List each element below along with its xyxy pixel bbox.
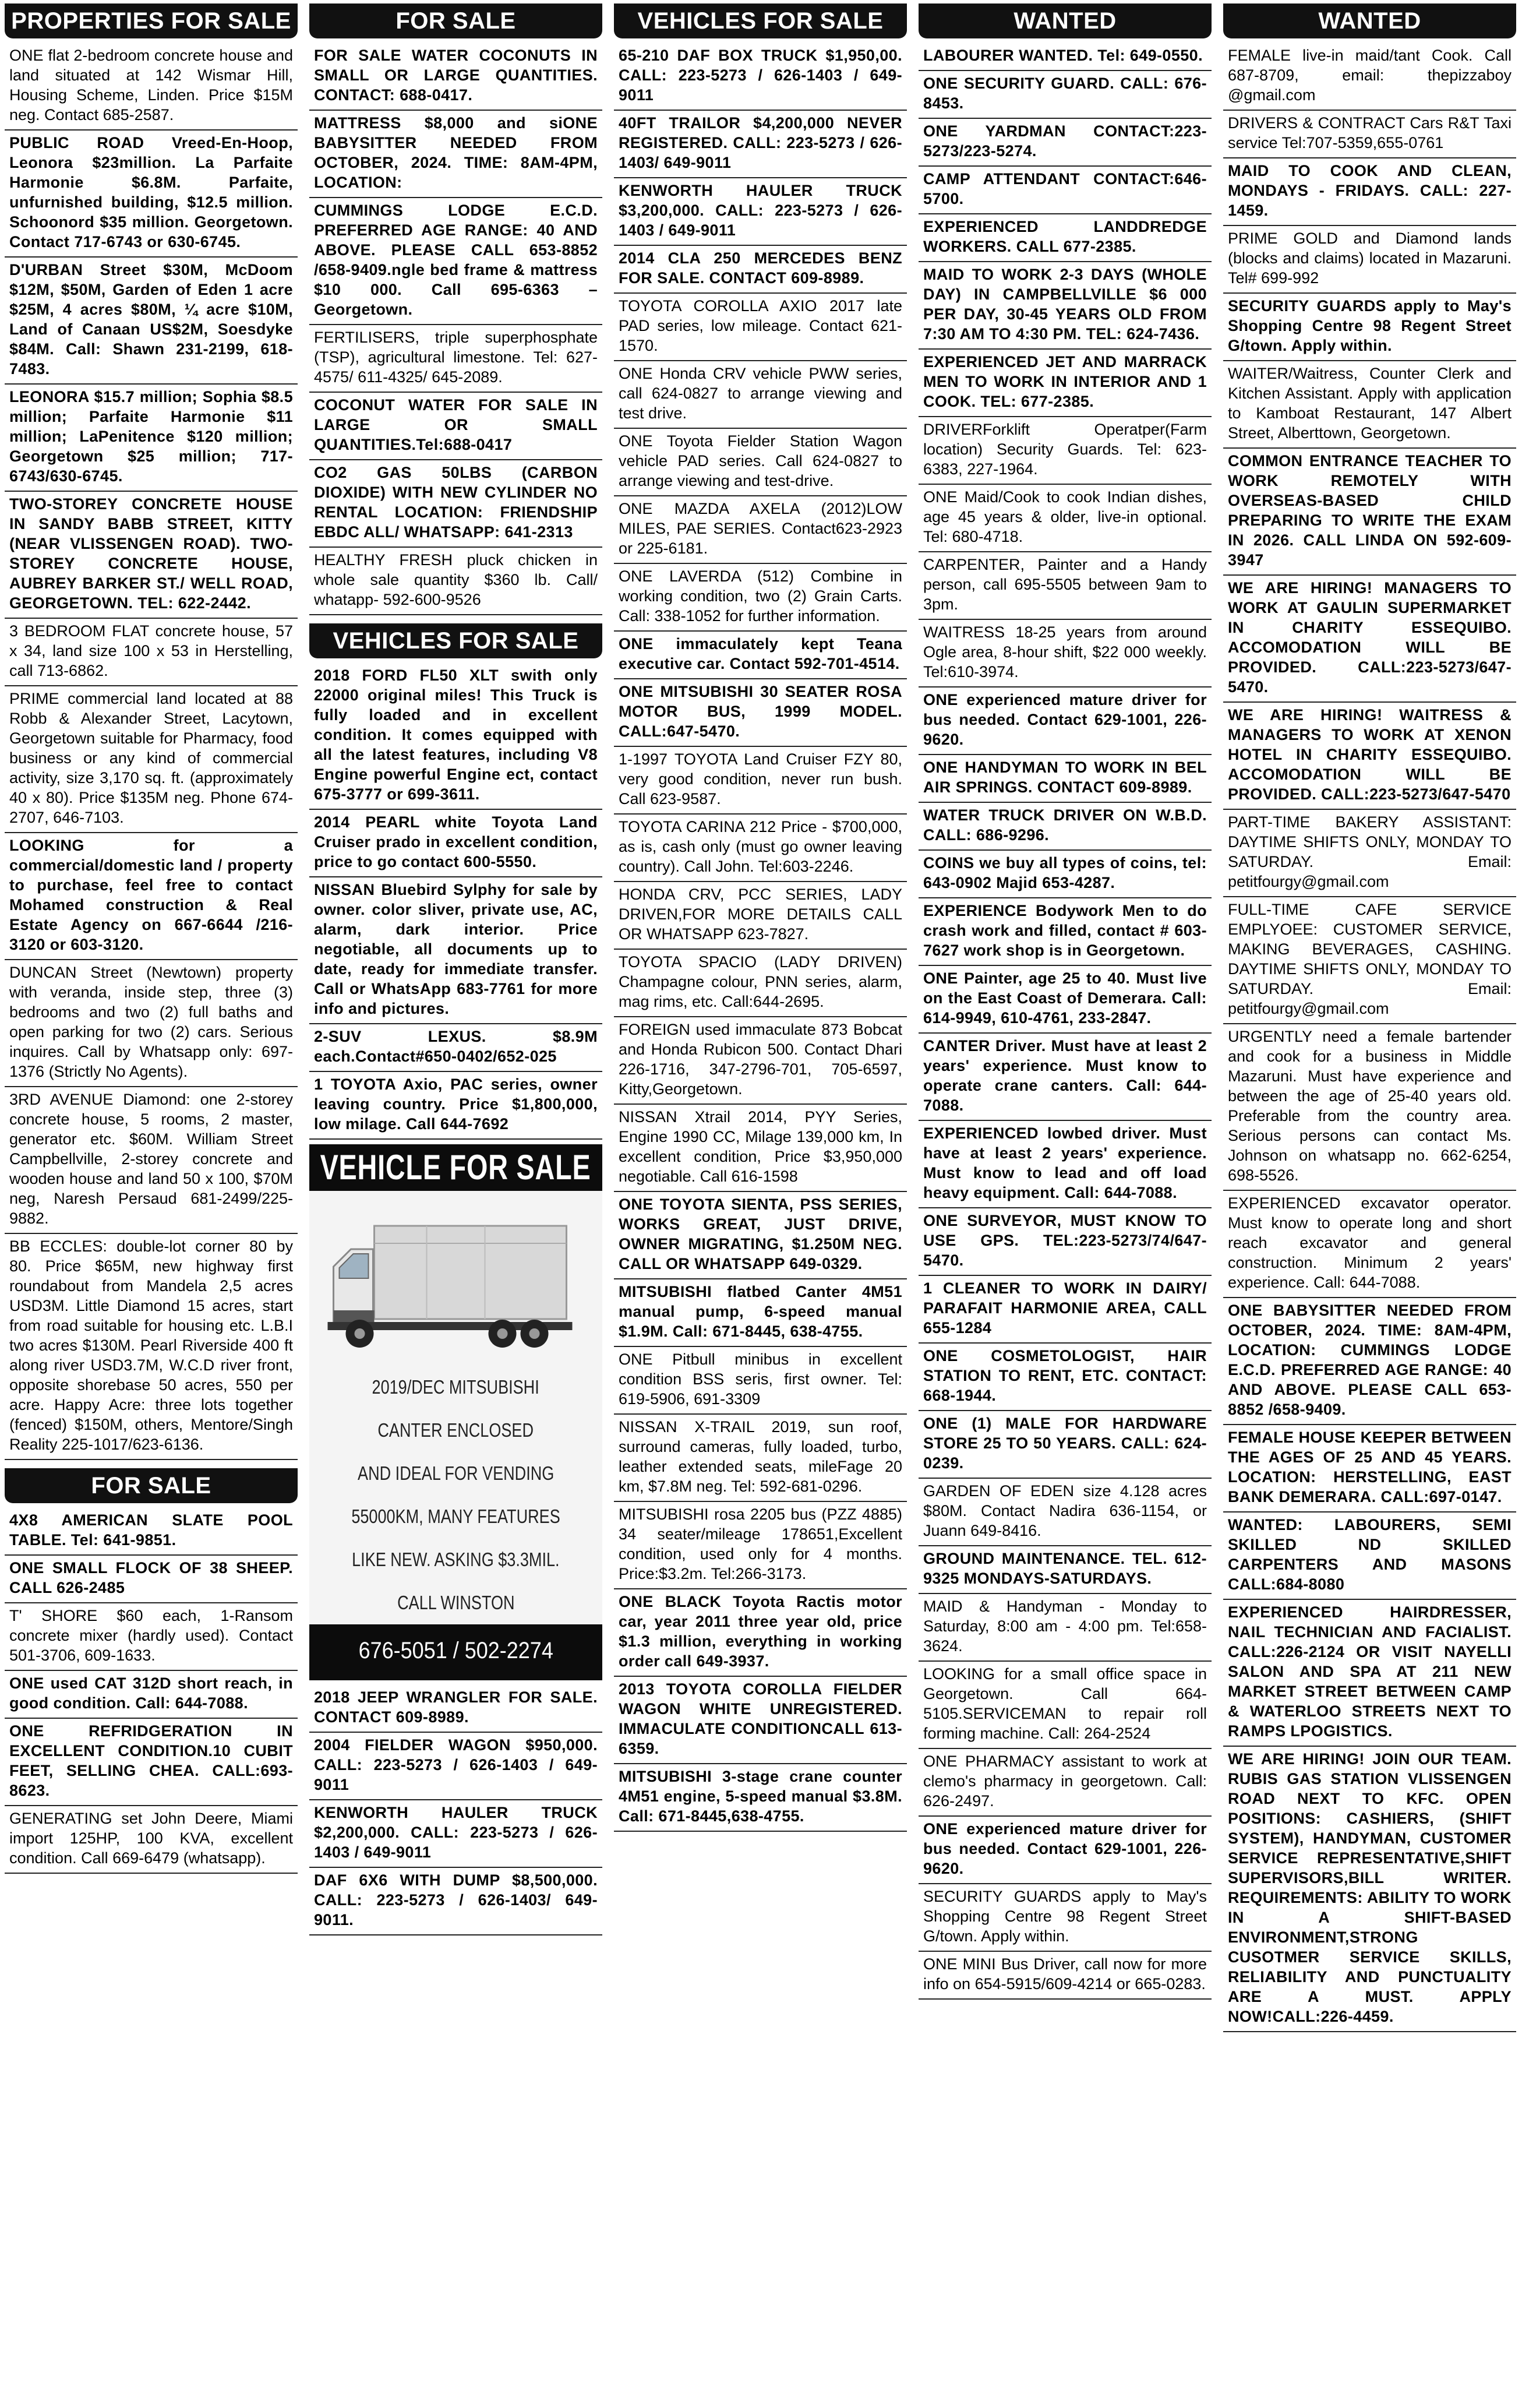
classified-ad: ONE SURVEYOR, MUST KNOW TO USE GPS. TEL:223-5273/74/647-5470. [919,1208,1212,1276]
section-header-properties-for-sale: PROPERTIES FOR SALE [5,3,298,38]
banner-phone: 676-5051 / 502-2274 [358,1638,553,1663]
banner-title: VEHICLE FOR SALE [320,1148,591,1187]
classifieds-page [5,3,1517,2405]
classified-ad: MATTRESS $8,000 and siONE BABYSITTER NEEDED FROM OCTOBER, 2024. TIME: 8AM-4PM, LOCATION: [309,111,602,198]
classified-ad: TOYOTA COROLLA AXIO 2017 late PAD series, low mileage. Contact 621-1570. [614,294,907,361]
classified-ad: BB ECCLES: double-lot corner 80 by 80. Price $65M, new highway first roundabout from Mandela 2,5 acres USD3M. Little Diamond 15 acres, start from road suitable for housing etc. L.B.I two acres $130M. Pearl Riverside 400 ft along river USD3.7M, W.C.D river front, opposite shorebase 50 acres, 550 per acre. Happy Acre: three lots together (fenced) $150M, others, Mentore/Singh Reality 225-1017/623-6136. [5,1234,298,1460]
classified-ad: CAMP ATTENDANT CONTACT:646-5700. [919,167,1212,214]
classified-ad: 2018 JEEP WRANGLER FOR SALE. CONTACT 609-8989. [309,1685,602,1733]
classified-ad: 1 TOYOTA Axio, PAC series, owner leaving country. Price $1,800,000, low milage. Call 644-7692 [309,1072,602,1140]
classified-ad: 3RD AVENUE Diamond: one 2-storey concrete house, 5 rooms, 2 master, generator etc. $60M. William Street Campbellville, 2-storey concrete and wooden house and land 50 x 100, $70M neg, Naresh Persaud 681-2499/225-9882. [5,1087,298,1234]
classified-ad: ONE BABYSITTER NEEDED FROM OCTOBER, 2024. TIME: 8AM-4PM, LOCATION: CUMMINGS LODGE E.C.D. PREFERRED AGE RANGE: 40 AND ABOVE. PLEASE CALL 653-8852 /658-9409. [1223,1298,1516,1425]
section-header-vehicles-for-sale: VEHICLES FOR SALE [614,3,907,38]
banner-line: AND IDEAL FOR VENDING [357,1462,555,1484]
classified-ad: ONE experienced mature driver for bus needed. Contact 629-1001, 226-9620. [919,688,1212,755]
classified-ad: EXPERIENCED JET AND MARRACK MEN TO WORK IN INTERIOR AND 1 COOK. TEL: 677-2385. [919,350,1212,417]
classified-ad: ONE BLACK Toyota Ractis motor car, year 2011 three year old, price $1.3 million, everything in working order call 649-3937. [614,1589,907,1677]
classified-ad: WAITRESS 18-25 years from around Ogle area, 8-hour shift, $22 000 weekly. Tel:610-3974. [919,620,1212,688]
classified-ad: DAF 6X6 WITH DUMP $8,500,000. CALL: 223-5273 / 626-1403/ 649-9011. [309,1868,602,1935]
classified-ad: EXPERIENCED lowbed driver. Must have at least 2 years' experience. Must know to lead and off load heavy equipment. Call: 644-7088. [919,1121,1212,1208]
classified-ad: HEALTHY FRESH pluck chicken in whole sale quantity $360 lb. Call/ whatapp- 592-600-9526 [309,548,602,615]
classified-ad: 2004 FIELDER WAGON $950,000. CALL: 223-5273 / 626-1403 / 649-9011 [309,1733,602,1800]
classified-ad: 1 CLEANER TO WORK IN DAIRY/ PARAFAIT HARMONIE AREA, CALL 655-1284 [919,1276,1212,1344]
classified-ad: TOYOTA SPACIO (LADY DRIVEN) Champagne colour, PNN series, alarm, mag rims, etc. Call:644-2695. [614,950,907,1017]
classified-ad: SECURITY GUARDS apply to May's Shopping Centre 98 Regent Street G/town. Apply within. [919,1884,1212,1952]
classified-ad: HONDA CRV, PCC SERIES, LADY DRIVEN,FOR MORE DETAILS CALL OR WHATSAPP 623-7827. [614,882,907,950]
classified-ad: WAITER/Waitress, Counter Clerk and Kitchen Assistant. Apply with application to Kamboat Restaurant, 147 Albert Street, Alberttown, Georgetown. [1223,361,1516,449]
classified-ad: COCONUT WATER FOR SALE IN LARGE OR SMALL QUANTITIES.Tel:688-0417 [309,393,602,460]
classified-ad: MAID & Handyman - Monday to Saturday, 8:00 am - 4:00 pm. Tel:658-3624. [919,1594,1212,1662]
banner-line: 2019/DEC MITSUBISHI [372,1376,540,1398]
classified-ad: MAID TO WORK 2-3 DAYS (WHOLE DAY) IN CAMPBELLVILLE $6 000 PER DAY, 30-45 YEARS OLD FROM 7:30 AM TO 4:30 PM. TEL: 624-7436. [919,262,1212,350]
classified-ad: ONE flat 2-bedroom concrete house and land situated at 142 Wismar Hill, Housing Scheme, Linden. Price $15M neg. Contact 685-2587. [5,43,298,131]
classified-ad: ONE YARDMAN CONTACT:223-5273/223-5274. [919,119,1212,167]
classified-ad: KENWORTH HAULER TRUCK $3,200,000. CALL: 223-5273 / 626-1403 / 649-9011 [614,178,907,246]
classified-ad: ONE Toyota Fielder Station Wagon vehicle PAD series. Call 624-0827 to arrange viewing and test-drive. [614,429,907,496]
classified-ad: KENWORTH HAULER TRUCK $2,200,000. CALL: 223-5273 / 626-1403 / 649-9011 [309,1800,602,1868]
classified-ad: ONE immaculately kept Teana executive car. Contact 592-701-4514. [614,632,907,679]
classified-ad: MITSUBISHI flatbed Canter 4M51 manual pump, 6-speed manual $1.9M. Call: 671-8445, 638-4755. [614,1279,907,1347]
classified-ad: 3 BEDROOM FLAT concrete house, 57 x 34, land size 100 x 53 in Herstelling, call 713-6862. [5,619,298,686]
classified-ad: CUMMINGS LODGE E.C.D. PREFERRED AGE RANGE: 40 AND ABOVE. PLEASE CALL 653-8852 /658-9409.ngle bed frame & mattress $10 000. Call 695-6363 – Georgetown. [309,198,602,325]
classified-ad: ONE SECURITY GUARD. CALL: 676-8453. [919,71,1212,119]
classified-ad: SECURITY GUARDS apply to May's Shopping Centre 98 Regent Street G/town. Apply within. [1223,294,1516,361]
classified-ad: 2014 PEARL white Toyota Land Cruiser prado in excellent condition, price to go contact 600-5550. [309,810,602,877]
classified-ad: 1-1997 TOYOTA Land Cruiser FZY 80, very good condition, never run bush. Call 623-9587. [614,747,907,815]
banner-panel [309,1191,602,1624]
classified-ad: COINS we buy all types of coins, tel: 643-0902 Majid 653-4287. [919,851,1212,898]
classified-ad: FOR SALE WATER COCONUTS IN SMALL OR LARGE QUANTITIES. CONTACT: 688-0417. [309,43,602,111]
classified-ad: ONE PHARMACY assistant to work at clemo's pharmacy in georgetown. Call: 626-2497. [919,1749,1212,1817]
classified-ad: CANTER Driver. Must have at least 2 years' experience. Must know to operate crane canters. Call: 644-7088. [919,1034,1212,1121]
classified-ad: WATER TRUCK DRIVER ON W.B.D. CALL: 686-9296. [919,803,1212,851]
classified-ad: PRIME GOLD and Diamond lands (blocks and claims) located in Mazaruni. Tel# 699-992 [1223,226,1516,294]
classified-ad: NISSAN X-TRAIL 2019, sun roof, surround cameras, fully loaded, turbo, leather extended seats, mileFage 20 km, $7.8M neg. Tel: 592-681-0296. [614,1415,907,1502]
classified-ad: COMMON ENTRANCE TEACHER TO WORK REMOTELY WITH OVERSEAS-BASED CHILD PREPARING TO WRITE THE EXAM IN 2026. CALL LINDA ON 592-609-3947 [1223,449,1516,576]
classified-ad: ONE used CAT 312D short reach, in good condition. Call: 644-7088. [5,1671,298,1719]
classified-ad: DRIVERForklift Operatper(Farm location) Security Guards. Tel: 623-6383, 227-1964. [919,417,1212,485]
classified-ad: FERTILISERS, triple superphosphate (TSP), agricultural limestone. Tel: 627-4575/ 611-4325/ 645-2089. [309,325,602,393]
classified-ad: NISSAN Bluebird Sylphy for sale by owner. color sliver, private use, AC, alarm, dark interior. Price negotiable, all documents up to date, ready for immediate transfer. Call or WhatsApp 683-7761 for more info and pictures. [309,877,602,1024]
column-wanted-2 [1223,3,1516,2405]
section-header-for-sale: FOR SALE [5,1468,298,1503]
classified-ad: LABOURER WANTED. Tel: 649-0550. [919,43,1212,71]
vehicle-for-sale-banner [309,1144,602,1680]
classified-ad: NISSAN Xtrail 2014, PYY Series, Engine 1990 CC, Milage 139,000 km, In excellent condition, Price $3,950,000 negotiable. Call 616-1598 [614,1105,907,1192]
classified-ad: WE ARE HIRING! JOIN OUR TEAM. RUBIS GAS STATION VLISSENGEN ROAD NEXT TO KFC. OPEN POSITIONS: CASHIERS, (SHIFT SYSTEM), HANDYMAN, CUSTOMER SERVICE REPRESENTATIVE,SHIFT SUPERVISORS,BILL WRITER. REQUIREMENTS: ABILITY TO WORK IN A SHIFT-BASED ENVIRONMENT,STRONG CUSOTMER SERVICE SKILLS, RELIABILITY AND PUNCTUALITY ARE A MUST. APPLY NOW!CALL:226-4459. [1223,1747,1516,2032]
classified-ad: 2-SUV LEXUS. $8.9M each.Contact#650-0402/652-025 [309,1024,602,1072]
classified-ad: MAID TO COOK AND CLEAN, MONDAYS - FRIDAYS. CALL: 227-1459. [1223,158,1516,226]
banner-line: 55000KM, MANY FEATURES [351,1506,560,1527]
classified-ad: GARDEN OF EDEN size 4.128 acres $80M. Contact Nadira 636-1154, or Juann 649-8416. [919,1479,1212,1546]
classified-ad: WE ARE HIRING! WAITRESS & MANAGERS TO WORK AT XENON HOTEL IN CHARITY ESSEQUIBO. ACCOMODATION WILL BE PROVIDED. CALL:223-5273/647-5470 [1223,703,1516,810]
classified-ad: ONE (1) MALE FOR HARDWARE STORE 25 TO 50 YEARS. CALL: 624-0239. [919,1411,1212,1479]
classified-ad: 4X8 AMERICAN SLATE POOL TABLE. Tel: 641-9851. [5,1508,298,1556]
banner-line: LIKE NEW. ASKING $3.3MIL. [352,1549,560,1570]
classified-ad: ONE MITSUBISHI 30 SEATER ROSA MOTOR BUS, 1999 MODEL. CALL:647-5470. [614,679,907,747]
classified-ad: 2013 TOYOTA COROLLA FIELDER WAGON WHITE UNREGISTERED. IMMACULATE CONDITIONCALL 613-6359. [614,1677,907,1764]
classified-ad: URGENTLY need a female bartender and cook for a business in Middle Mazaruni. Must have experience and between the age of 25-40 years old. Preferable from the country area. Serious persons can contact Ms. Johnson on whatsapp no. 662-6254, 698-5526. [1223,1024,1516,1191]
classified-ad: MITSUBISHI 3-stage crane counter 4M51 engine, 5-speed manual $3.8M. Call: 671-8445,638-4755. [614,1764,907,1832]
banner-line: CANTER ENCLOSED [377,1419,534,1441]
classified-ad: ONE REFRIDGERATION IN EXCELLENT CONDITION.10 CUBIT FEET, SELLING CHEA. CALL:693-8623. [5,1719,298,1806]
classified-ad: WANTED: LABOURERS, SEMI SKILLED ND SKILLED CARPENTERS AND MASONS CALL:684-8080 [1223,1513,1516,1600]
classified-ad: ONE TOYOTA SIENTA, PSS SERIES, WORKS GREAT, JUST DRIVE, OWNER MIGRATING, $1.250M NEG. CALL OR WHATSAPP 649-0329. [614,1192,907,1279]
classified-ad: TWO-STOREY CONCRETE HOUSE IN SANDY BABB STREET, KITTY (NEAR VLISSENGEN ROAD). TWO-STOREY CONCRETE HOUSE, AUBREY BARKER ST./ WELL ROAD, GEORGETOWN. TEL: 622-2442. [5,492,298,619]
classified-ad: ONE LAVERDA (512) Combine in working condition, two (2) Grain Carts. Call: 338-1052 for further information. [614,564,907,632]
classified-ad: ONE COSMETOLOGIST, HAIR STATION TO RENT, ETC. CONTACT: 668-1944. [919,1344,1212,1411]
classified-ad: GROUND MAINTENANCE. TEL. 612-9325 MONDAYS-SATURDAYS. [919,1546,1212,1594]
column-vehicles [614,3,907,2405]
classified-ad: TOYOTA CARINA 212 Price - $700,000, as is, cash only (must go owner leaving country). Call John. Tel:603-2246. [614,815,907,882]
truck-photo [309,1191,602,1366]
classified-ad: ONE SMALL FLOCK OF 38 SHEEP. CALL 626-2485 [5,1556,298,1603]
classified-ad: 2014 CLA 250 MERCEDES BENZ FOR SALE. CONTACT 609-8989. [614,246,907,294]
classified-ad: DRIVERS & CONTRACT Cars R&T Taxi service Tel:707-5359,655-0761 [1223,111,1516,158]
classified-ad: PUBLIC ROAD Vreed-En-Hoop, Leonora $23million. La Parfaite Harmonie $6.8M. Parfaite, unfurnished building, $12.5 million. Schoonord $35 million. Georgetown. Contact 717-6743 or 630-6745. [5,131,298,258]
classified-ad: EXPERIENCED LANDDREDGE WORKERS. CALL 677-2385. [919,214,1212,262]
banner-line: CALL WINSTON [397,1592,515,1613]
classified-ad: FEMALE live-in maid/tant Cook. Call 687-8709, email: thepizzaboy @gmail.com [1223,43,1516,111]
classified-ad: DUNCAN Street (Newtown) property with veranda, inside step, three (3) bedrooms and two (2) full baths and open parking for two (2) cars. Serious inquires. Call by Whatsapp only: 697-1376 (Strictly No Agents). [5,960,298,1087]
classified-ad: 65-210 DAF BOX TRUCK $1,950,00. CALL: 223-5273 / 626-1403 / 649-9011 [614,43,907,111]
classified-ad: EXPERIENCED excavator operator. Must know to operate long and short reach excavator and general construction. Minimum 2 years' experience. Call: 644-7088. [1223,1191,1516,1298]
classified-ad: PART-TIME BAKERY ASSISTANT: DAYTIME SHIFTS ONLY, MONDAY TO SATURDAY. Email: petitfourgy@gmail.com [1223,810,1516,897]
classified-ad: EXPERIENCED HAIRDRESSER, NAIL TECHNICIAN AND FACIALIST. CALL:226-2124 OR VISIT NAYELLI SALON AND SPA AT 211 NEW MARKET STREET BETWEEN CAMP & WATERLOO STREETS NEXT TO RAMPS LPOGISTICS. [1223,1600,1516,1747]
classified-ad: ONE MINI Bus Driver, call now for more info on 654-5915/609-4214 or 665-0283. [919,1952,1212,2000]
classified-ad: CO2 GAS 50LBS (CARBON DIOXIDE) WITH NEW CYLINDER NO RENTAL LOCATION: FRIENDSHIP EBDC ALL/ WHATSAPP: 641-2313 [309,460,602,548]
classified-ad: LOOKING for a commercial/domestic land / property to purchase, feel free to contact Mohamed construction & Real Estate Agency on 667-6644 /216-3120 or 603-3120. [5,833,298,960]
classified-ad: FULL-TIME CAFE SERVICE EMPLYOEE: CUSTOMER SERVICE, MAKING BEVERAGES, CASHING. DAYTIME SHIFTS ONLY, MONDAY TO SATURDAY. Email: petitfourgy@gmail.com [1223,897,1516,1024]
section-header-for-sale: FOR SALE [309,3,602,38]
classified-ad: FOREIGN used immaculate 873 Bobcat and Honda Rubicon 500. Contact Dhari 226-1716, 347-2796-701, 705-6597, Kitty,Georgetown. [614,1017,907,1105]
column-for-sale [309,3,602,2405]
classified-ad: LOOKING for a small office space in Georgetown. Call 664-5105.SERVICEMAN to repair roll forming machine. Call: 264-2524 [919,1662,1212,1749]
classified-ad: FEMALE HOUSE KEEPER BETWEEN THE AGES OF 25 AND 45 YEARS. LOCATION: HERSTELLING, EAST BANK DEMERARA. CALL:697-0147. [1223,1425,1516,1513]
classified-ad: 40FT TRAILOR $4,200,000 NEVER REGISTERED. CALL: 223-5273 / 626-1403/ 649-9011 [614,111,907,178]
column-wanted [919,3,1212,2405]
classified-ad: WE ARE HIRING! MANAGERS TO WORK AT GAULIN SUPERMARKET IN CHARITY ESSEQUIBO. ACCOMODATION WILL BE PROVIDED. CALL:223-5273/647-5470. [1223,576,1516,703]
classified-ad: LEONORA $15.7 million; Sophia $8.5 million; Parfaite Harmonie $11 million; LaPenitence $120 million; Georgetown $25 million; 717-6743/630-6745. [5,385,298,492]
section-header-vehicles-for-sale: VEHICLES FOR SALE [309,623,602,658]
section-header-wanted: WANTED [919,3,1212,38]
classified-ad: GENERATING set John Deere, Miami import 125HP, 100 KVA, excellent condition. Call 669-6479 (whatsapp). [5,1806,298,1874]
section-header-wanted: WANTED [1223,3,1516,38]
classified-ad: ONE Painter, age 25 to 40. Must live on the East Coast of Demerara. Call: 614-9949, 610-4761, 233-2847. [919,966,1212,1034]
classified-ad: ONE HANDYMAN TO WORK IN BEL AIR SPRINGS. CONTACT 609-8989. [919,755,1212,803]
classified-ad: ONE Honda CRV vehicle PWW series, call 624-0827 to arrange viewing and test drive. [614,361,907,429]
classified-ad: D'URBAN Street $30M, McDoom $12M, $50M, Garden of Eden 1 acre $25M, 4 acres $80M, ¼ acre $10M, Land of Canaan US$2M, Soesdyke $84M. Call: Shawn 231-2199, 618-7483. [5,258,298,385]
classified-ad: ONE Pitbull minibus in excellent condition BSS seris, first owner. Tel: 619-5906, 691-3309 [614,1347,907,1415]
classified-ad: CARPENTER, Painter and a Handy person, call 695-5505 between 9am to 3pm. [919,552,1212,620]
classified-ad: MITSUBISHI rosa 2205 bus (PZZ 4885) 34 seater/mileage 178651,Excellent condition, used only for 4 months. Price:$3.2m. Tel:266-3173. [614,1502,907,1589]
classified-ad: T' SHORE $60 each, 1-Ransom concrete mixer (hardly used). Contact 501-3706, 609-1633. [5,1603,298,1671]
classified-ad: ONE experienced mature driver for bus needed. Contact 629-1001, 226-9620. [919,1817,1212,1884]
column-properties [5,3,298,2405]
classified-ad: ONE MAZDA AXELA (2012)LOW MILES, PAE SERIES. Contact623-2923 or 225-6181. [614,496,907,564]
classified-ad: ONE Maid/Cook to cook Indian dishes, age 45 years & older, live-in optional. Tel: 680-4718. [919,485,1212,552]
classified-ad: EXPERIENCE Bodywork Men to do crash work and filled, contact # 603-7627 work shop is in Georgetown. [919,898,1212,966]
classified-ad: 2018 FORD FL50 XLT swith only 22000 original miles! This Truck is fully loaded and in excellent condition. It comes equipped with all the latest features, including V8 Engine powerful Engine ect, contact 675-3777 or 699-3611. [309,663,602,810]
classified-ad: PRIME commercial land located at 88 Robb & Alexander Street, Lacytown, Georgetown suitable for Pharmacy, food business or any kind of commercial activity, size 3,170 sq. ft. (approximately 40 x 80). Price $135M neg. Phone 674-2707, 646-7103. [5,686,298,833]
